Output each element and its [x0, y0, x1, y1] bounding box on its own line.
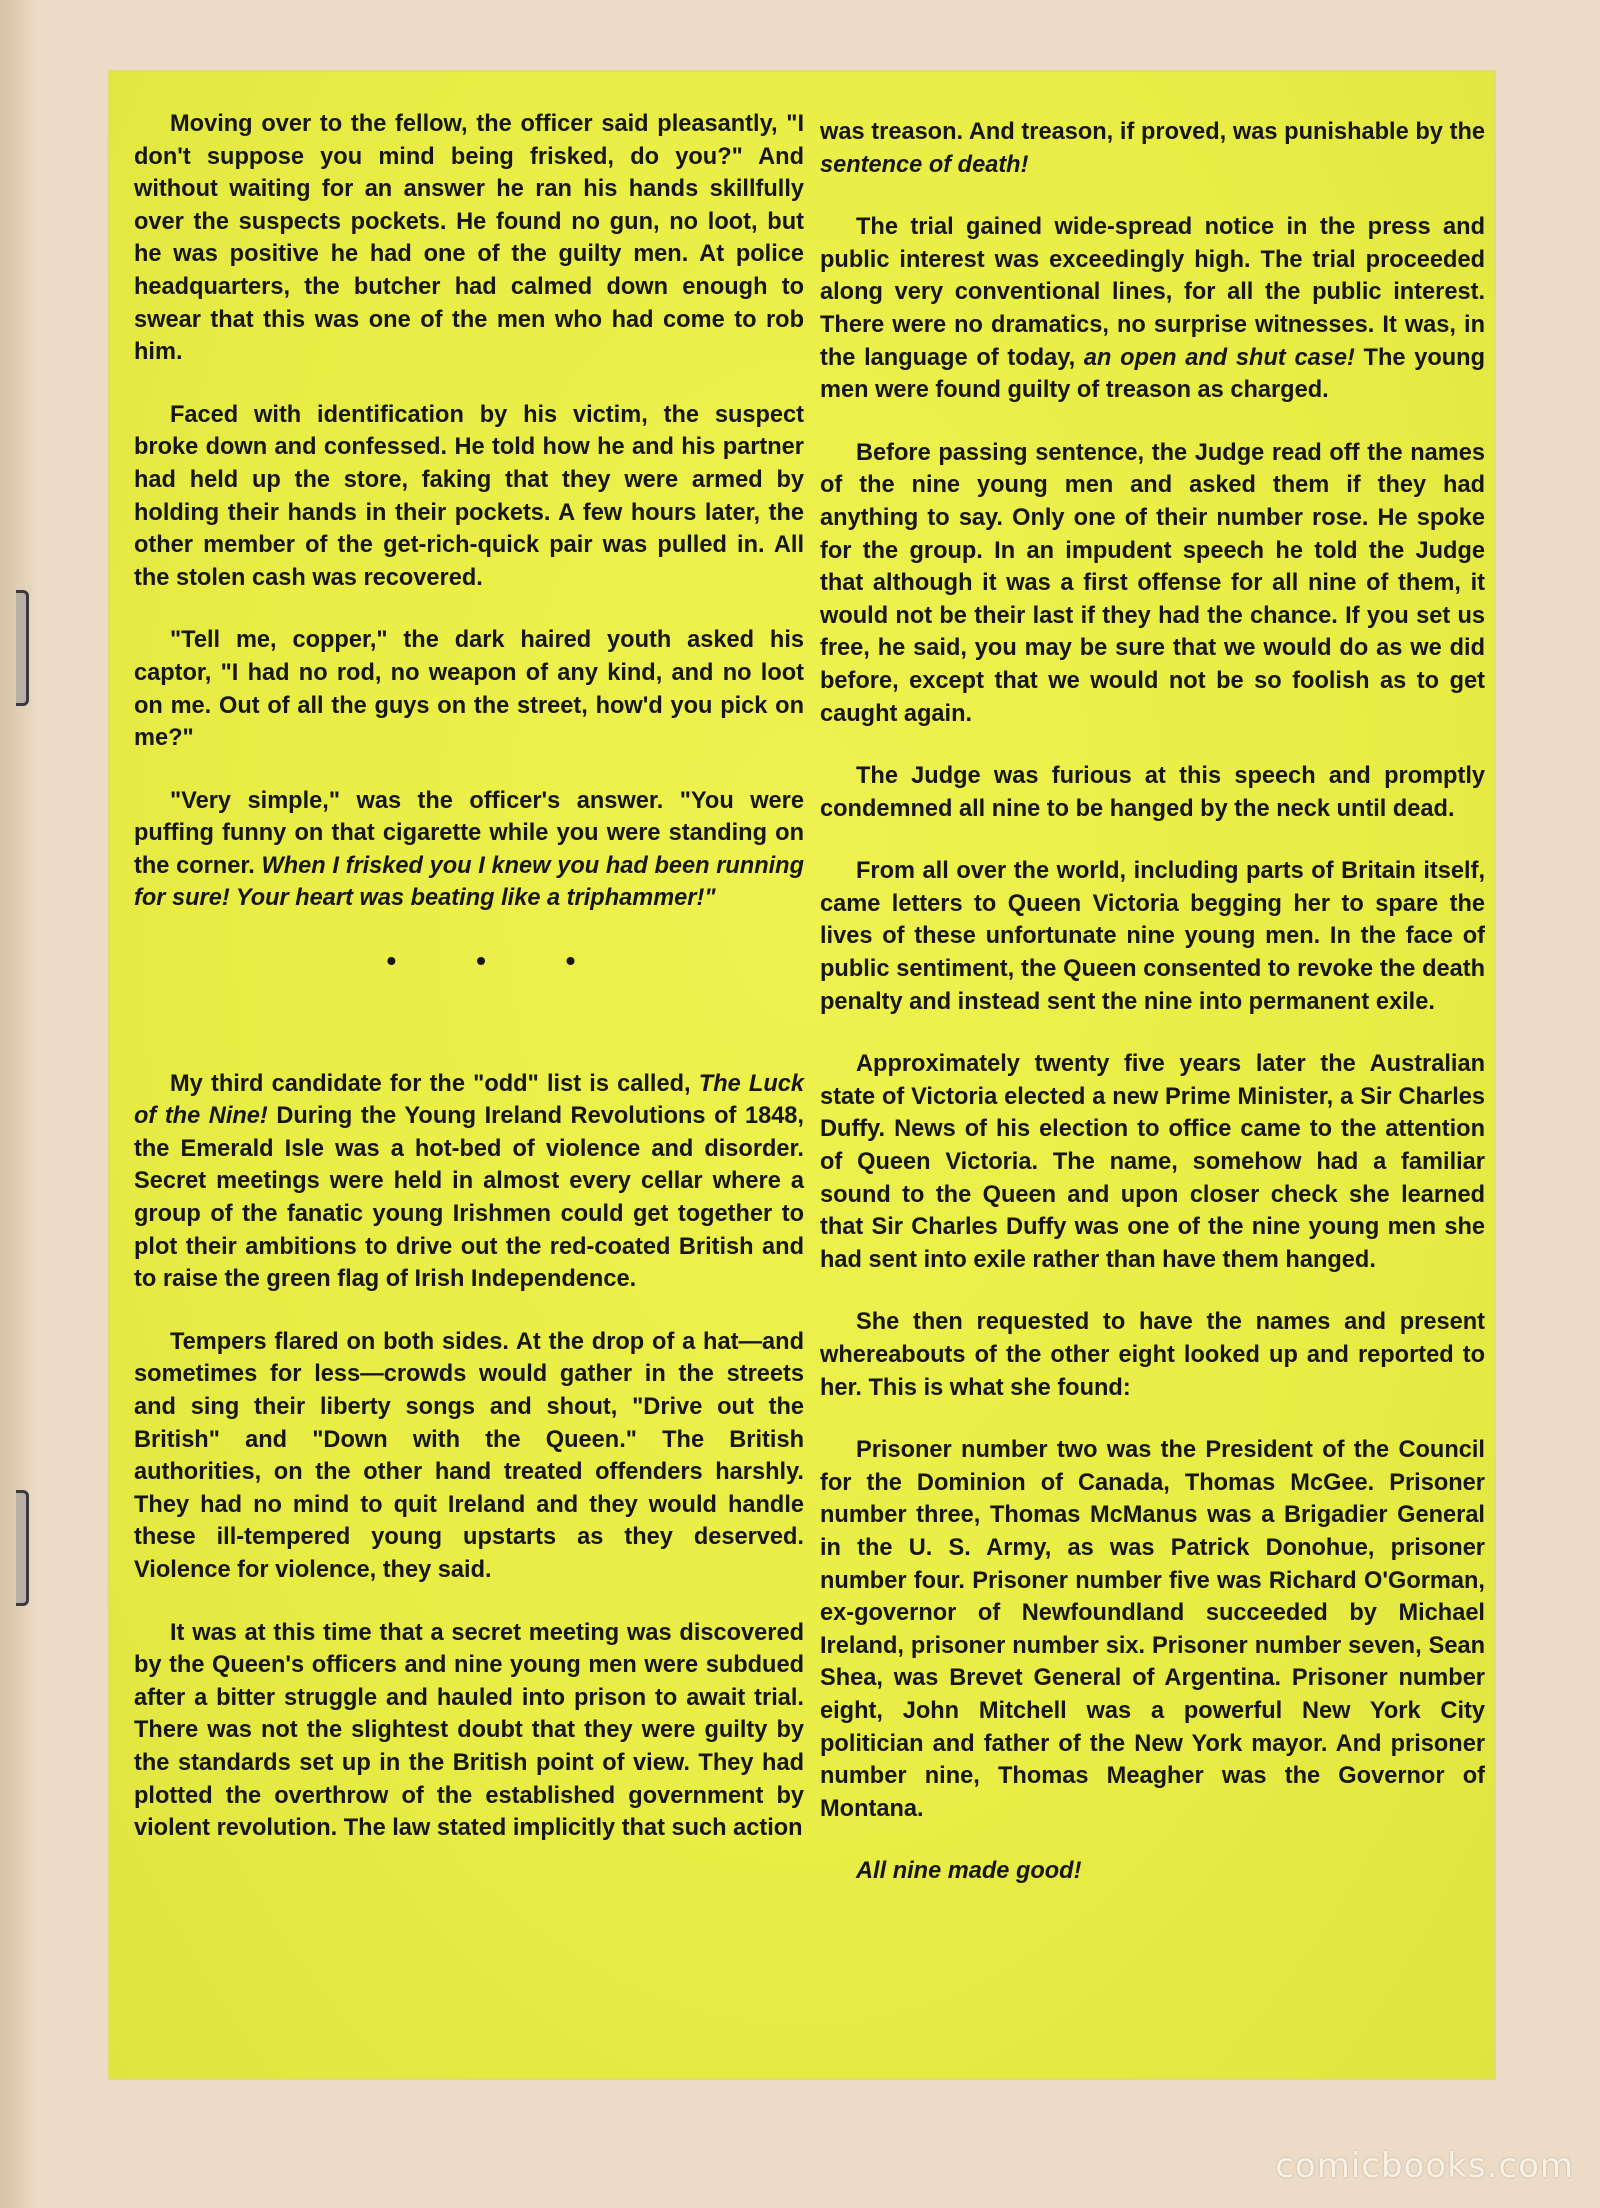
paragraph — [820, 760, 1485, 825]
paragraph — [134, 399, 804, 595]
right-column — [820, 116, 1485, 1918]
paragraph — [820, 437, 1485, 730]
paragraph — [820, 116, 1485, 181]
paragraph-text: Tempers flared on both sides. At the drop of a hat—and sometimes for less—crowds would gather in the streets and sing their liberty songs and shout, "Drive out the British" and "Down with the Queen." The British authorities, on the other hand treated offenders harshly. They had no mind to quit Ireland and they would handle these ill-tempered young upstarts as they deserved. Violence for violence, they said. — [134, 1328, 804, 1583]
paragraph-text: My third candidate for the "odd" list is called, — [170, 1070, 699, 1097]
left-column — [134, 108, 804, 1875]
paragraph-text: During the Young Ireland Revolutions of 1848, the Emerald Isle was a hot-bed of violence and disorder. Secret meetings were held in almost every cellar where a group of the fanatic young Irishmen could get together to plot their ambitions to drive out the red-coated British and to raise the green flag of Irish Independence. — [134, 1103, 804, 1293]
paragraph-text: From all over the world, including parts of Britain itself, came letters to Queen Victoria begging her to spare the lives of these unfortunate nine young men. In the face of public sentiment, the Queen consented to revoke the death penalty and instead sent the nine into permanent exile. — [820, 858, 1485, 1015]
closing-line: All nine made good! — [856, 1858, 1082, 1885]
paragraph — [134, 785, 804, 915]
paragraph — [820, 1306, 1485, 1404]
paragraph — [820, 1048, 1485, 1276]
paragraph-text: Prisoner number two was the President of the Council for the Dominion of Canada, Thomas McGee. Prisoner number three, Thomas McManus was a Brigadier General in the U. S. Army, as was Patrick Donohue, prisoner number four. Prisoner number five was Richard O'Gorman, ex-governor of Newfoundland succeeded by Michael Ireland, prisoner number six. Prisoner number seven, Sean Shea, was Brevet General of Argentina. Prisoner number eight, John Mitchell was a powerful New York City politician and father of the New York mayor. And prisoner number nine, Thomas Meagher was the Governor of Montana. — [820, 1437, 1485, 1822]
left-column-upper — [134, 108, 804, 915]
paragraph-text: was treason. And treason, if proved, was punishable by the — [820, 119, 1485, 145]
paragraph-text: "Tell me, copper," the dark haired youth asked his captor, "I had no rod, no weapon of any kind, and no loot on me. Out of all the guys on the street, how'd you pick on me?" — [134, 627, 804, 752]
paragraph-text: Faced with identification by his victim, the suspect broke down and confessed. He told how he and his partner had held up the store, faking that they were armed by holding their hands in their pockets. A few hours later, the other member of the get-rich-quick pair was pulled in. All the stolen cash was recovered. — [134, 401, 804, 591]
left-column-lower — [134, 1068, 804, 1845]
paragraph-text: It was at this time that a secret meeting was discovered by the Queen's officers and nine young men were subdued after a bitter struggle and hauled into prison to await trial. There was not the slightest doubt that they were guilty by the standards set up in the British point of view. They had plotted the overthrow of the established government by violent revolution. The law stated implicitly that such action — [134, 1619, 804, 1842]
section-divider: • • • — [386, 945, 612, 977]
paragraph-text: "Very simple," was the officer's answer. "You were puffing funny on that cigarette while you were standing on the corner. — [134, 787, 804, 879]
italic-text: When I frisked you I knew you had been running for sure! Your heart was beating like a triphammer!" — [134, 852, 805, 912]
italic-text: sentence of death! — [820, 151, 1029, 178]
paragraph — [134, 1326, 804, 1587]
paragraph — [134, 1617, 804, 1845]
paragraph-text: The Judge was furious at this speech and promptly condemned all nine to be hanged by the neck until dead. — [820, 763, 1485, 822]
paragraph — [134, 108, 804, 369]
paragraph-text: She then requested to have the names and present whereabouts of the other eight looked up and reported to her. This is what she found: — [820, 1309, 1485, 1401]
paragraph-text: Moving over to the fellow, the officer said pleasantly, "I don't suppose you mind being frisked, do you?" And without waiting for an answer he ran his hands skillfully over the suspects pockets. He found no gun, no loot, but he was positive he had one of the guilty men. At police headquarters, the butcher had calmed down enough to swear that this was one of the men who had come to rob him. — [134, 111, 804, 366]
paragraph — [820, 855, 1485, 1018]
paragraph — [820, 1434, 1485, 1825]
italic-text: The Luck of the Nine! — [134, 1070, 804, 1130]
right-column-body — [820, 116, 1485, 1825]
staple — [16, 590, 29, 706]
paragraph — [820, 211, 1485, 407]
text-panel — [108, 70, 1496, 2080]
paragraph — [134, 624, 804, 754]
site-watermark: comicbooks.com — [1275, 2146, 1574, 2186]
paragraph — [134, 1068, 804, 1296]
paragraph-text: Approximately twenty five years later the Australian state of Victoria elected a new Prime Minister, a Sir Charles Duffy. News of his election to office came to the attention of Queen Victoria. The name, somehow had a familiar sound to the Queen and upon closer check she learned that Sir Charles Duffy was one of the nine young men she had sent into exile rather than have them hanged. — [820, 1051, 1485, 1273]
paragraph-text: The trial gained wide-spread notice in the press and public interest was exceedingly high. The trial proceeded along very conventional lines, for all the public interest. There were no dramatics, no surprise witnesses. It was, in the language of today, — [820, 214, 1485, 371]
staple — [16, 1490, 29, 1606]
paragraph-text: Before passing sentence, the Judge read off the names of the nine young men and asked them if they had anything to say. Only one of their number rose. He spoke for the group. In an impudent speech he told the Judge that although it was a first offense for all nine of them, it would not be their last if they had the chance. If you set us free, he said, you may be sure that we would do as we did before, except that we would not be so foolish as to get caught again. — [820, 439, 1485, 727]
page-gutter — [0, 0, 40, 2208]
italic-text: an open and shut case! — [1083, 344, 1355, 371]
paragraph-text: The young men were found guilty of treason as charged. — [820, 344, 1485, 404]
